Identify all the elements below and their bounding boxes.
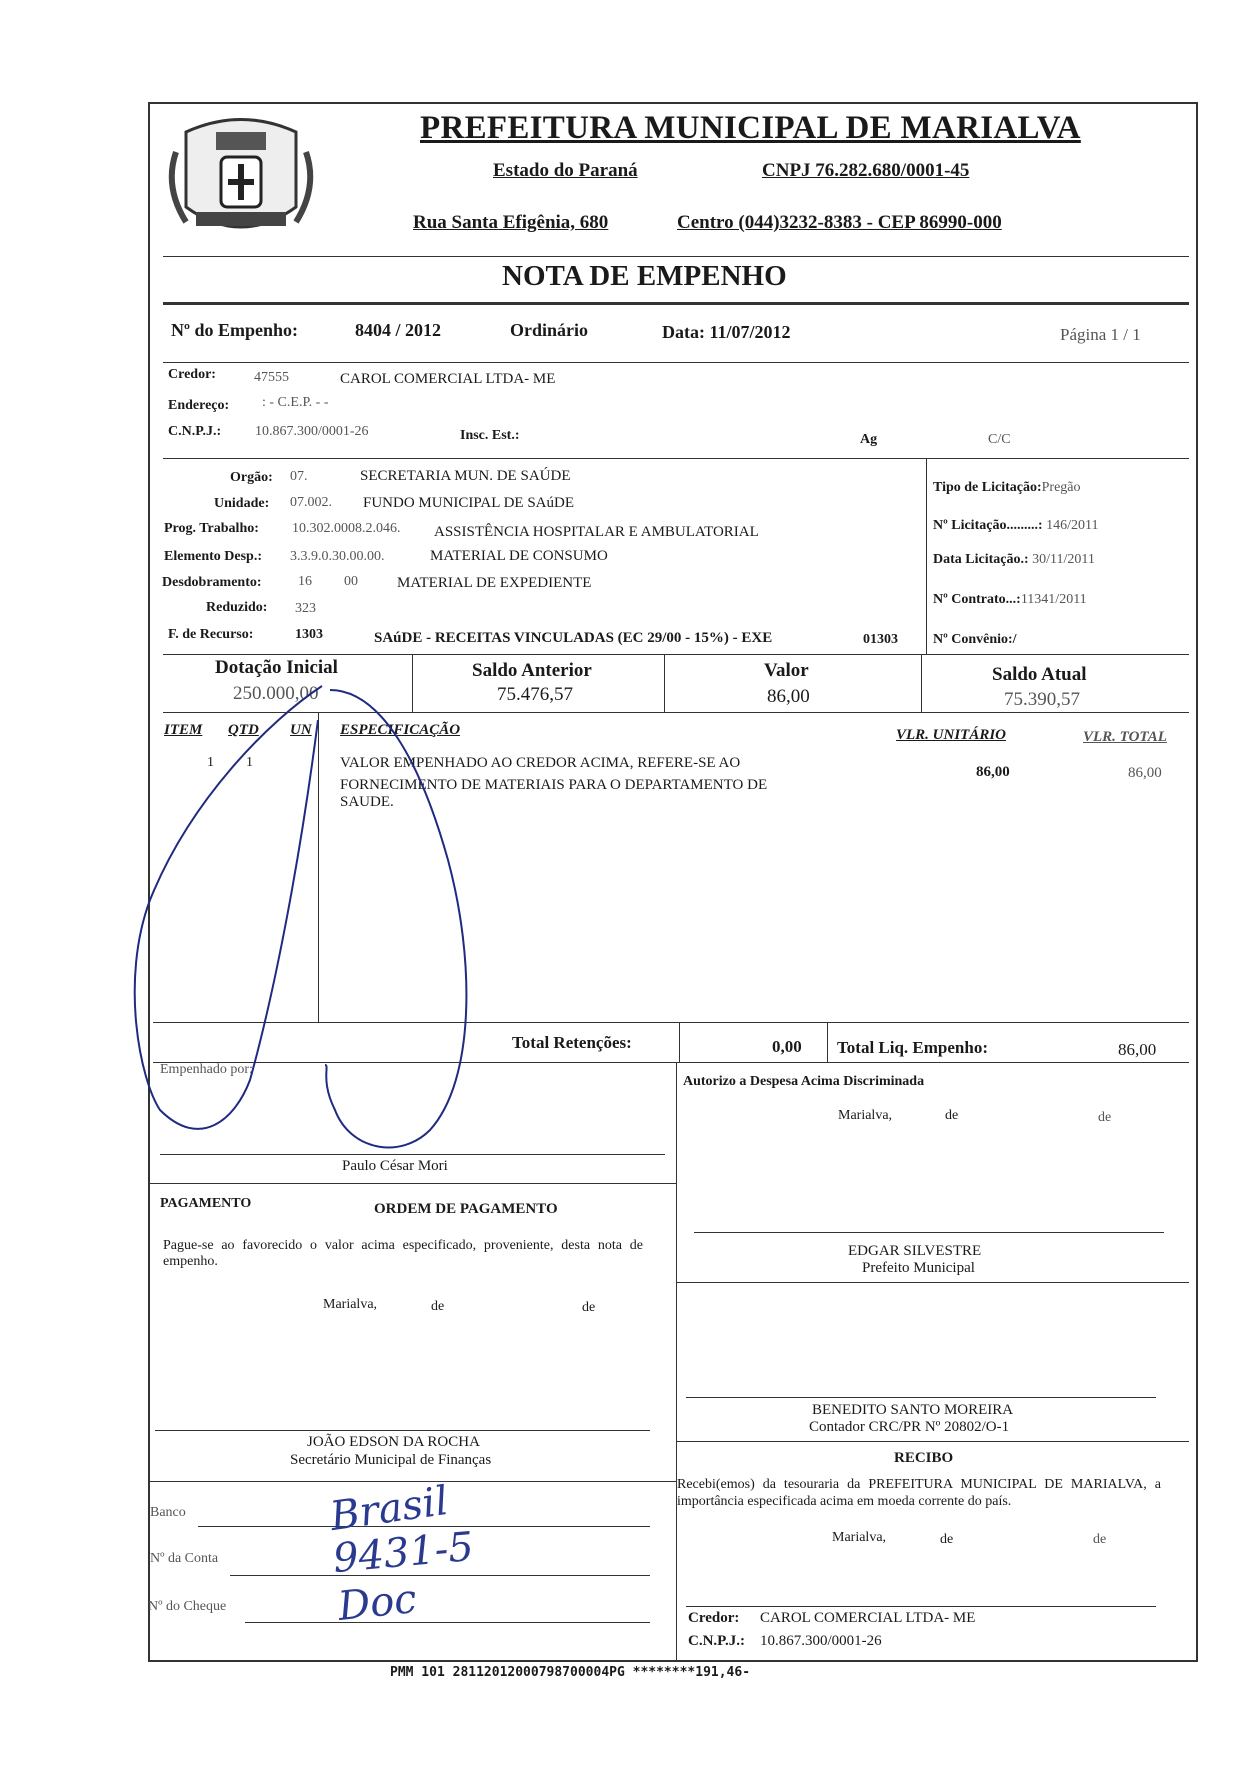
item-spec-line2: FORNECIMENTO DE MATERIAIS PARA O DEPARTAMENTO DE [340,777,768,793]
prog-trabalho-code: 10.302.0008.2.046. [292,521,401,536]
divider [153,1022,1189,1023]
coat-of-arms-logo [166,112,316,242]
total-retencoes-label: Total Retenções: [512,1033,632,1052]
elemento-name: MATERIAL DE CONSUMO [430,548,608,564]
cnpj-label: CNPJ 76.282.680/0001-45 [762,160,970,181]
ordem-pagamento-title: ORDEM DE PAGAMENTO [374,1201,558,1217]
page-number: Página 1 / 1 [1060,325,1141,344]
footer-code: PMM 101 28112012000798700004PG ********191,46- [390,1665,751,1680]
divider [163,712,1189,713]
desdobramento-code1: 16 [298,574,312,589]
desdobramento-label: Desdobramento: [162,575,262,590]
empenho-number: 8404 / 2012 [355,320,442,340]
endereco-label: Endereço: [168,398,230,413]
divider [827,1022,828,1062]
divider [926,458,927,654]
cnpj-credor-label: C.N.P.J.: [168,424,222,439]
vlr-total-column-header: VLR. TOTAL [1083,729,1167,745]
item-unit-price: 86,00 [976,764,1010,780]
desdobramento-code2: 00 [344,574,358,589]
doc-type-title: NOTA DE EMPENHO [502,260,787,292]
divider [163,362,1189,363]
insc-est-label: Insc. Est.: [460,428,520,443]
empenhado-por-label: Empenhado por: [160,1062,253,1077]
autorizo-de1: de [945,1108,959,1123]
recibo-credor-label: Credor: [688,1610,740,1626]
total-retencoes-value: 0,00 [772,1037,802,1056]
divider [676,1062,677,1660]
contact-label: Centro (044)3232-8383 - CEP 86990-000 [677,212,1002,233]
signature-line [155,1430,650,1431]
qtd-column-header: QTD [228,722,259,738]
orgao-label: Orgão: [230,470,273,485]
item-qtd: 1 [246,755,253,770]
reduzido-label: Reduzido: [206,600,268,615]
cnpj-credor: 10.867.300/0001-26 [255,424,369,439]
tipo-licitacao-label: Tipo de Licitação:Pregão [933,480,1081,495]
prefeito-name: EDGAR SILVESTRE [848,1243,982,1259]
signature-line [686,1397,1156,1398]
pagamento-local: Marialva, [323,1297,378,1312]
credor-label: Credor: [168,367,216,382]
orgao-code: 07. [290,469,308,484]
elemento-label: Elemento Desp.: [164,549,262,564]
divider [921,654,922,712]
saldo-atual-label: Saldo Atual [992,664,1087,685]
contrato-label: Nº Contrato...:11341/2011 [933,592,1087,607]
orgao-name: SECRETARIA MUN. DE SAÚDE [360,468,571,484]
recibo-local: Marialva, [832,1530,887,1545]
contador-cargo: Contador CRC/PR Nº 20802/O-1 [809,1419,1010,1435]
divider [664,654,665,712]
unidade-label: Unidade: [214,496,270,511]
divider [148,1183,676,1184]
divider [163,302,1189,305]
recibo-de1: de [940,1532,954,1547]
state-label: Estado do Paraná [493,160,638,181]
prefeitura-title: PREFEITURA MUNICIPAL DE MARIALVA [420,110,1081,146]
recibo-text: Recebi(emos) da tesouraria da PREFEITURA MUNICIPAL DE MARIALVA, a importância especificada acima em moeda corrente do país. [677,1477,1161,1509]
divider [153,1062,1189,1063]
desdobramento-name: MATERIAL DE EXPEDIENTE [397,575,592,591]
divider [318,712,319,1022]
convenio-label: Nº Convênio:/ [933,632,1017,647]
prefeito-cargo: Prefeito Municipal [862,1260,975,1276]
un-column-header: UN [290,722,312,738]
recibo-de2: de [1093,1532,1107,1547]
prog-trabalho-name: ASSISTÊNCIA HOSPITALAR E AMBULATORIAL [434,524,759,540]
pagamento-de1: de [431,1299,445,1314]
prog-trabalho-label: Prog. Trabalho: [164,521,259,536]
saldo-anterior-value: 75.476,57 [497,684,573,705]
signature-line [686,1606,1156,1607]
account-label: C/C [988,432,1011,447]
divider [163,458,1189,459]
item-total-price: 86,00 [1128,765,1162,781]
signature-line [160,1154,665,1155]
conta-handwritten: 9431-5 [331,1523,476,1583]
empenho-number-label: Nº do Empenho: [171,320,298,340]
elemento-code: 3.3.9.0.30.00.00. [290,549,385,564]
divider [163,256,1189,257]
numero-licitacao-label: Nº Licitação.........: 146/2011 [933,518,1099,533]
total-liquido-value: 86,00 [1118,1040,1157,1059]
recurso-code2: 01303 [863,632,898,647]
conta-line [230,1575,650,1576]
autorizo-label: Autorizo a Despesa Acima Discriminada [683,1074,925,1089]
autorizo-local: Marialva, [838,1108,893,1123]
recurso-code: 1303 [295,627,323,642]
item-column-header: ITEM [164,722,203,738]
pagamento-de2: de [582,1300,596,1315]
agency-label: Ag [860,432,878,447]
saldo-atual-value: 75.390,57 [1004,689,1080,710]
recibo-cnpj: 10.867.300/0001-26 [760,1633,882,1649]
dotacao-inicial-value: 250.000,00 [233,683,319,704]
dotacao-inicial-label: Dotação Inicial [215,657,338,678]
empenho-date: Data: 11/07/2012 [662,322,791,342]
signature-line [694,1232,1164,1233]
contador-name: BENEDITO SANTO MOREIRA [812,1402,1014,1418]
cheque-label: Nº do Cheque [148,1599,227,1614]
valor-value: 86,00 [767,686,810,707]
recurso-label: F. de Recurso: [168,627,254,642]
secretario-name: JOÃO EDSON DA ROCHA [307,1434,480,1450]
banco-handwritten: Brasil [327,1477,452,1541]
credor-code: 47555 [254,370,289,385]
item-spec-line3: SAUDE. [340,794,394,810]
secretario-cargo: Secretário Municipal de Finanças [290,1452,492,1468]
divider [679,1022,680,1062]
data-licitacao-label: Data Licitação.: 30/11/2011 [933,552,1095,567]
credor-name: CAROL COMERCIAL LTDA- ME [340,371,556,387]
divider [412,654,413,712]
cheque-line [245,1622,650,1623]
conta-label: Nº da Conta [150,1551,219,1566]
divider [676,1441,1189,1442]
saldo-anterior-label: Saldo Anterior [472,660,592,681]
unidade-name: FUNDO MUNICIPAL DE SAúDE [363,495,574,511]
valor-label: Valor [764,660,809,681]
especificacao-column-header: ESPECIFICAÇÃO [340,722,461,738]
pagamento-text: Pague-se ao favorecido o valor acima especificado, proveniente, desta nota de empenho. [163,1238,643,1269]
item-number: 1 [207,755,214,770]
pagamento-label: PAGAMENTO [160,1196,252,1211]
recurso-name: SAúDE - RECEITAS VINCULADAS (EC 29/00 - 15%) - EXE [374,630,773,646]
empenhado-por-name: Paulo César Mori [342,1158,448,1174]
autorizo-de2: de [1098,1110,1112,1125]
address-label: Rua Santa Efigênia, 680 [413,212,609,233]
recibo-cnpj-label: C.N.P.J.: [688,1633,745,1649]
empenho-type: Ordinário [510,320,589,340]
reduzido-value: 323 [295,601,316,616]
cheque-handwritten: Doc [335,1576,419,1630]
endereco-value: : - C.E.P. - - [262,395,329,410]
recibo-credor-name: CAROL COMERCIAL LTDA- ME [760,1610,976,1626]
recibo-title: RECIBO [894,1450,954,1466]
banco-label: Banco [150,1505,186,1520]
total-liquido-label: Total Liq. Empenho: [837,1038,988,1057]
item-spec-line1: VALOR EMPENHADO AO CREDOR ACIMA, REFERE-SE AO [340,755,741,771]
divider [676,1282,1189,1283]
vlr-unitario-column-header: VLR. UNITÁRIO [896,727,1007,743]
unidade-code: 07.002. [290,495,332,510]
divider [163,654,1189,655]
